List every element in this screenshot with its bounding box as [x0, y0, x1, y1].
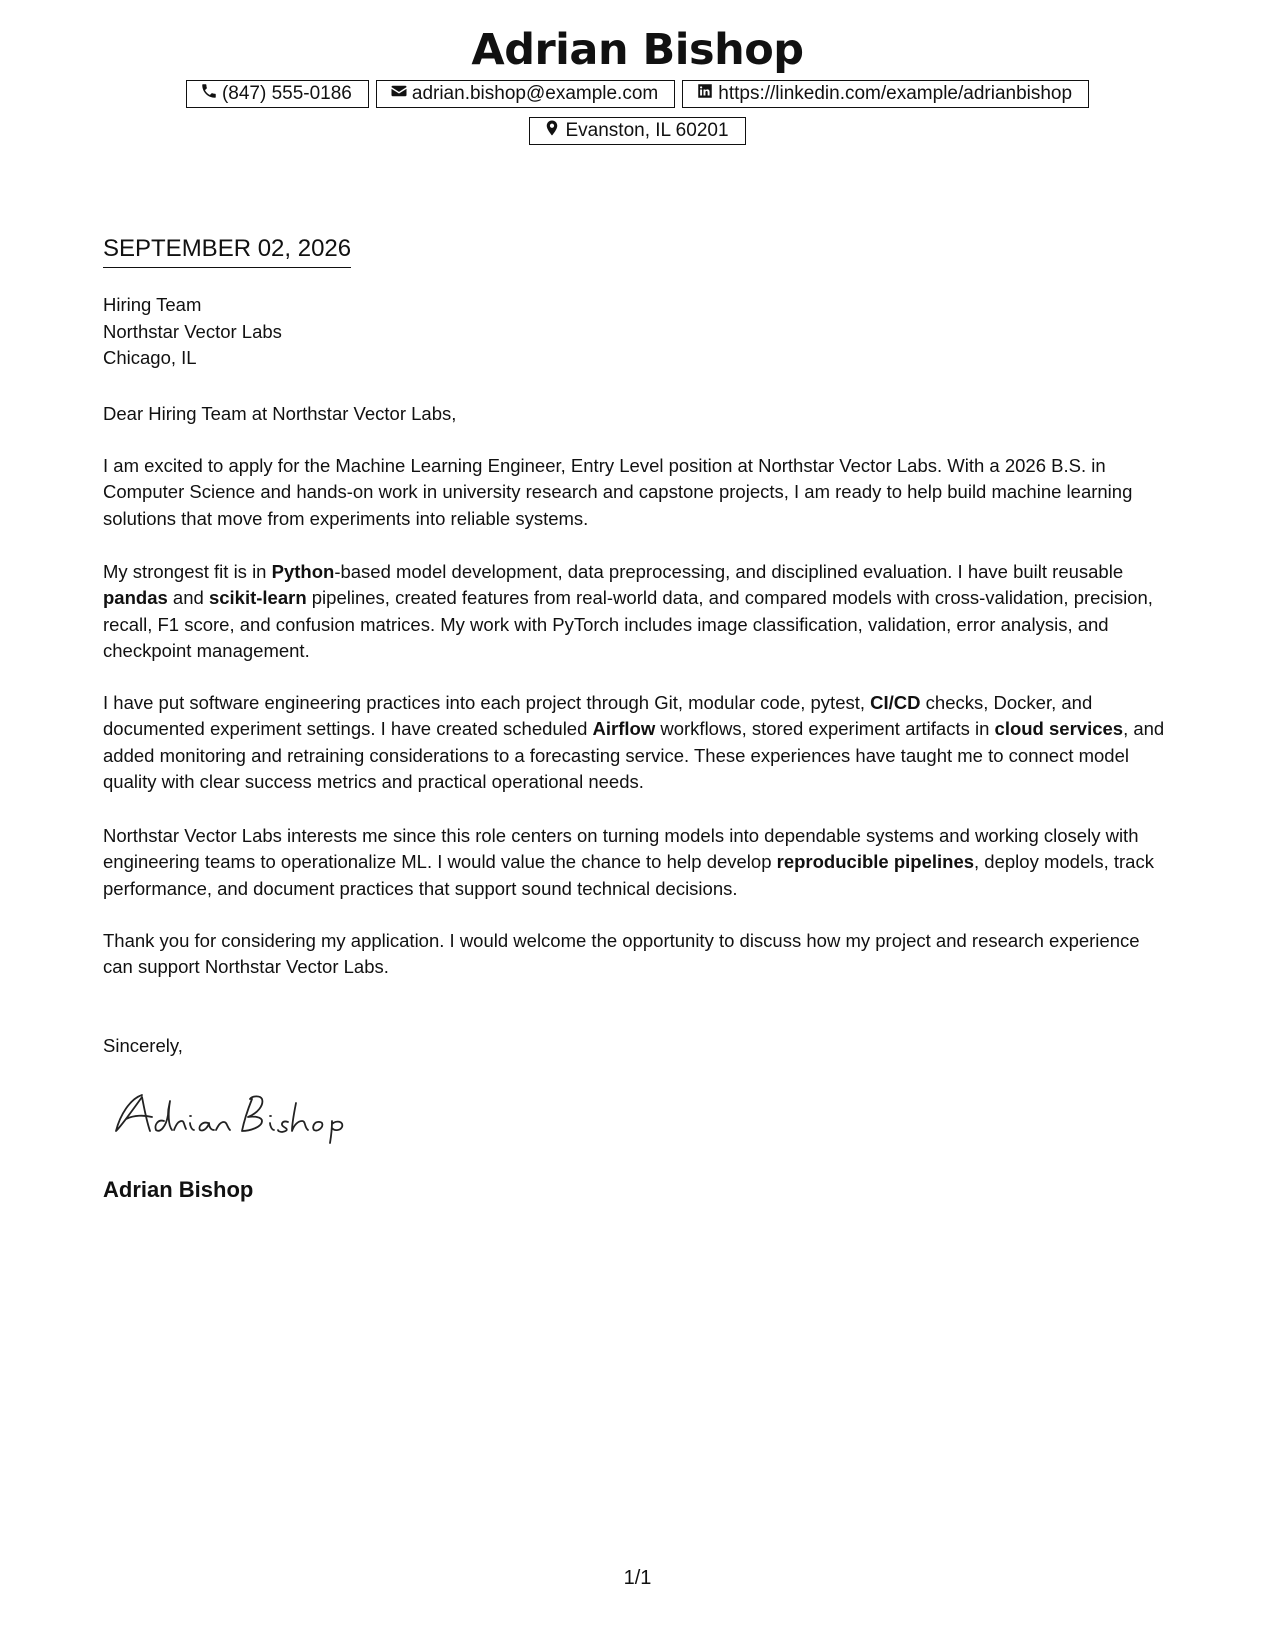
paragraph-engineering	[103, 690, 1173, 795]
paragraph-engineering-text	[103, 690, 1173, 795]
phone-icon	[200, 82, 218, 106]
location-contact	[529, 117, 745, 145]
paragraph-motivation-text	[103, 823, 1173, 902]
page-number: 1/1	[623, 1567, 652, 1589]
letter-date: SEPTEMBER 02, 2026	[103, 234, 351, 268]
paragraph-closing-text: Thank you for considering my application. I would welcome the opportunity to discuss how my project and research experience can support Northstar Vector Labs.	[103, 930, 1140, 978]
salutation	[103, 401, 1173, 427]
paragraph-skills-text	[103, 559, 1173, 664]
applicant-name-heading: Adrian Bishop	[471, 25, 804, 75]
bold-keyword: Python	[271, 561, 335, 582]
bold-keyword: cloud services	[994, 718, 1124, 740]
bold-keyword: Airflow	[592, 718, 656, 740]
recipient-line: Hiring Team	[103, 294, 202, 315]
email-text: adrian.bishop@example.com	[411, 83, 659, 104]
text-run: pipelines, created features from real-world data, and compared models with cross-validation, precision, recall, F1 score, and confusion matrices. My work with PyTorch includes image classification, validation, error analysis, and checkpoint management.	[103, 587, 1153, 661]
phone-text: (847) 555-0186	[221, 83, 352, 104]
recipient-company: Northstar Vector Labs	[103, 320, 282, 342]
text-run: My strongest fit is in	[103, 561, 272, 582]
text-run: checks, Docker, and documented experiment settings. I have created scheduled	[103, 692, 1093, 740]
text-run: -based model development, data preprocessing, and disciplined evaluation. I have built reusable	[334, 561, 1124, 582]
text-run: , and added monitoring and retraining considerations to a forecasting service. These experiences have taught me to connect model quality with clear success metrics and practical operational needs.	[103, 718, 1165, 792]
paragraph-intro	[103, 453, 1173, 532]
bold-keyword: scikit-learn	[208, 587, 307, 609]
paragraph-skills	[103, 559, 1173, 664]
signature-graphic	[112, 1085, 372, 1145]
signer-name: Adrian Bishop	[103, 1177, 254, 1202]
paragraph-intro-text: I am excited to apply for the Machine Learning Engineer, Entry Level position at Northstar Vector Labs. With a 2026 B.S. in Computer Science and hands-on work in university research and capstone projects, I am ready to help build machine learning solutions that move from experiments into reliable systems.	[103, 455, 1133, 529]
closing-line: Sincerely,	[103, 1035, 183, 1056]
linkedin-text: https://linkedin.com/example/adrianbishop	[718, 83, 1073, 104]
salutation-text: Dear Hiring Team at Northstar Vector Labs,	[103, 403, 457, 424]
contact-row	[0, 80, 1275, 108]
contact-row-location	[0, 117, 1275, 145]
recipient-location: Chicago, IL	[103, 347, 197, 368]
text-run: I have put software engineering practices into each project through Git, modular code, pytest,	[103, 692, 871, 713]
handwritten-signature	[112, 1085, 372, 1145]
phone-contact	[186, 80, 369, 108]
bold-keyword: CI/CD	[870, 692, 921, 713]
email-contact[interactable]	[376, 80, 675, 108]
location-text: Evanston, IL 60201	[565, 120, 729, 141]
bold-keyword: pandas	[103, 587, 168, 609]
paragraph-closing	[103, 928, 1173, 981]
text-run: and	[167, 587, 209, 609]
map-marker-icon	[543, 119, 561, 143]
text-run: , deploy models, track performance, and document practices that support sound technical decisions.	[103, 851, 1154, 899]
bold-keyword: reproducible pipelines	[776, 851, 975, 873]
linkedin-icon	[696, 82, 714, 106]
linkedin-contact[interactable]	[682, 80, 1089, 108]
envelope-icon	[390, 82, 408, 106]
text-run: Northstar Vector Labs interests me since this role centers on turning models into dependable systems and working closely with engineering teams to operationalize ML. I would value the chance to help develop	[103, 825, 1139, 873]
text-run: workflows, stored experiment artifacts in	[655, 718, 995, 740]
recipient-block	[103, 292, 282, 372]
paragraph-motivation	[103, 823, 1173, 902]
